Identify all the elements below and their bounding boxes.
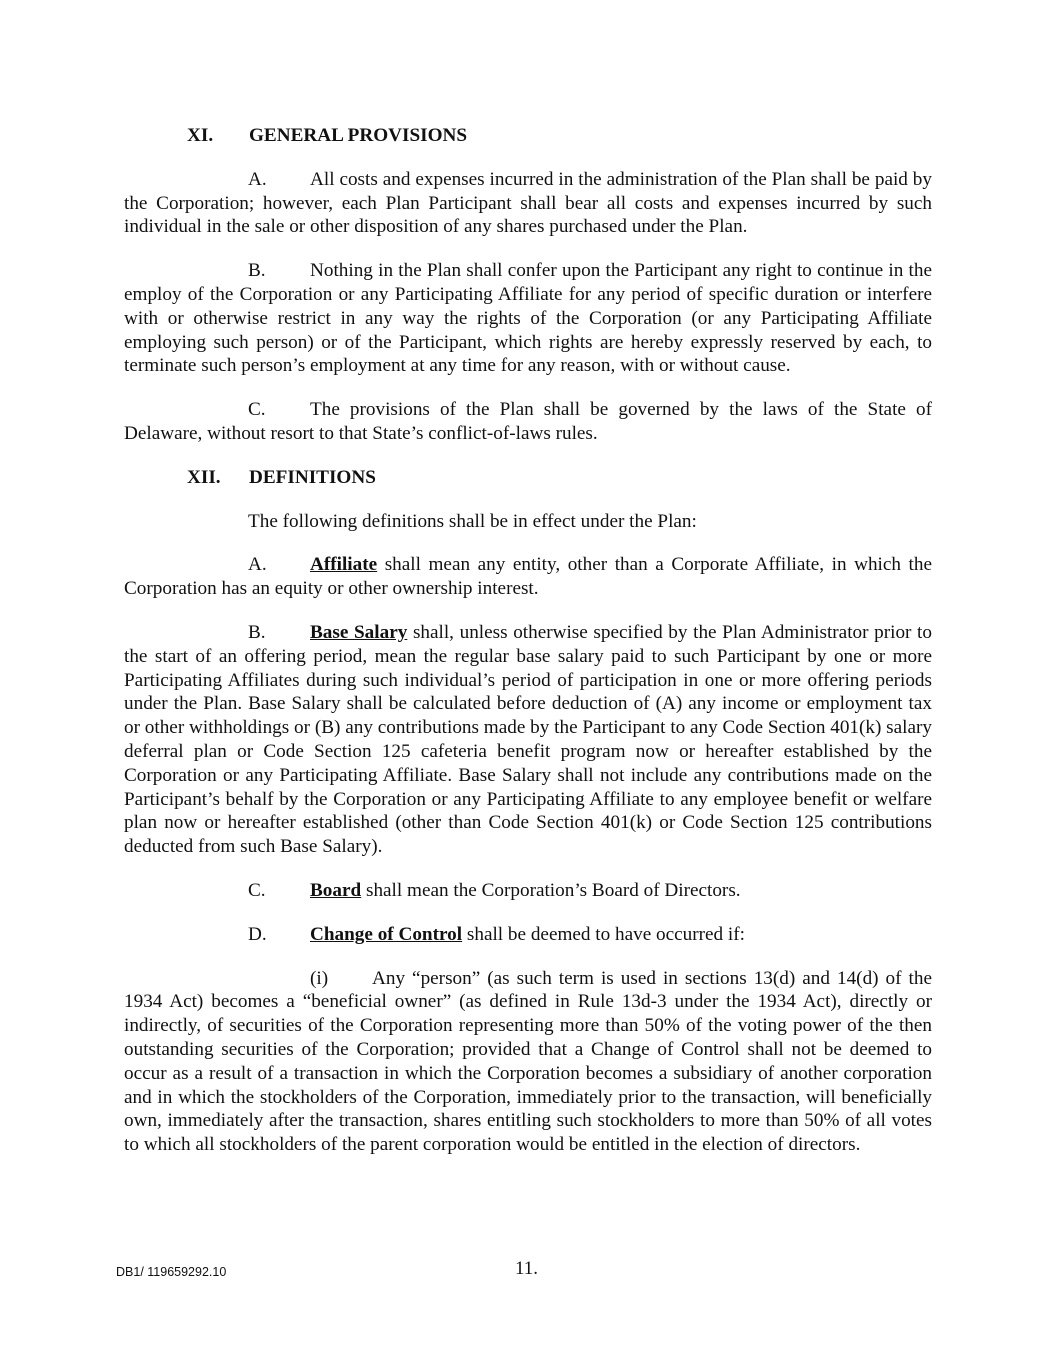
document-body (124, 124, 932, 1177)
section-heading-xi (124, 124, 932, 148)
section-number: XII. (187, 466, 221, 488)
paragraph-label: (i) (310, 967, 329, 989)
paragraph-label: C. (248, 399, 266, 421)
definition-text: shall, unless otherwise specified by the Plan Administrator prior to the start of an offering period, mean the regular base salary paid to such Participant by one or more Participating Affiliates during such individual’s period of participation in one or more offering periods under the Plan. Base Salary shall be calculated before deduction of (A) any income or employment tax or other withholdings or (B) any contributions made by the Participant to any Code Section 401(k) salary deferral plan or Code Section 125 cafeteria benefit program now or hereafter established by the Corporation or any Participating Affiliate. Base Salary shall not include any contributions made on the Participant’s behalf by the Corporation or any Participating Affiliate to any employee benefit or welfare plan now or hereafter established (other than Code Section 401(k) or Code Section 125 contributions deducted from such Base Salary). (124, 621, 932, 858)
paragraph-text: All costs and expenses incurred in the administration of the Plan shall be paid by the Corporation; however, each Plan Participant shall bear all costs and expenses incurred by such individual in the sale or other disposition of any shares purchased under the Plan. (124, 168, 932, 238)
definitions-intro: The following definitions shall be in effect under the Plan: (248, 510, 697, 532)
paragraph-label: C. (248, 879, 266, 901)
page-number: 11. (515, 1258, 539, 1279)
defined-term: Change of Control (310, 923, 463, 945)
defined-term: Base Salary (310, 621, 408, 643)
paragraph-change-of-control-i (124, 967, 932, 1157)
section-title: DEFINITIONS (249, 466, 376, 488)
defined-term: Board (310, 879, 362, 901)
paragraph-xi-a (124, 168, 932, 239)
paragraph-text: The provisions of the Plan shall be governed by the laws of the State of Delaware, without resort to that State’s conflict-of-laws rules. (124, 399, 932, 444)
section-number: XI. (187, 125, 214, 146)
paragraph-xi-b (124, 259, 932, 378)
definition-board (124, 879, 932, 903)
section-heading-xii (124, 466, 932, 490)
definition-change-of-control (124, 923, 932, 947)
paragraph-label: A. (248, 554, 267, 576)
definition-base-salary (124, 621, 932, 859)
section-title: GENERAL PROVISIONS (249, 125, 468, 146)
paragraph-label: B. (248, 260, 266, 282)
defined-term: Affiliate (310, 554, 378, 576)
paragraph-text: Any “person” (as such term is used in sections 13(d) and 14(d) of the 1934 Act) becomes a “beneficial owner” (as defined in Rule 13d-3 under the 1934 Act), directly or indirectly, of securities of the Corporation representing more than 50% of the voting power of the then outstanding securities of the Corporation; provided that a Change of Control shall not be deemed to occur as a result of a transaction in which the Corporation becomes a subsidiary of another corporation and in which the stockholders of the Corporation, immediately prior to the transaction, will beneficially own, immediately after the transaction, shares entitling such stockholders to more than 50% of all votes to which all stockholders of the parent corporation would be entitled in the election of directors. (124, 967, 932, 1156)
paragraph-label: D. (248, 923, 267, 945)
definition-text: shall mean the Corporation’s Board of Directors. (361, 879, 741, 901)
paragraph-label: A. (248, 168, 267, 190)
paragraph-label: B. (248, 621, 266, 643)
paragraph-text: Nothing in the Plan shall confer upon the Participant any right to continue in the employ of the Corporation or any Participating Affiliate for any period of specific duration or interfere with or otherwise restrict in any way the rights of the Corporation (or any Participating Affiliate employing such person) or of the Participant, which rights are hereby expressly reserved by each, to terminate such person’s employment at any time for any reason, with or without cause. (124, 260, 932, 377)
definition-text: shall be deemed to have occurred if: (462, 923, 745, 945)
document-id: DB1/ 119659292.10 (116, 1265, 227, 1279)
paragraph-xi-c (124, 398, 932, 446)
definition-affiliate (124, 553, 932, 601)
definition-text: shall mean any entity, other than a Corporate Affiliate, in which the Corporation has an equity or other ownership interest. (124, 554, 932, 600)
